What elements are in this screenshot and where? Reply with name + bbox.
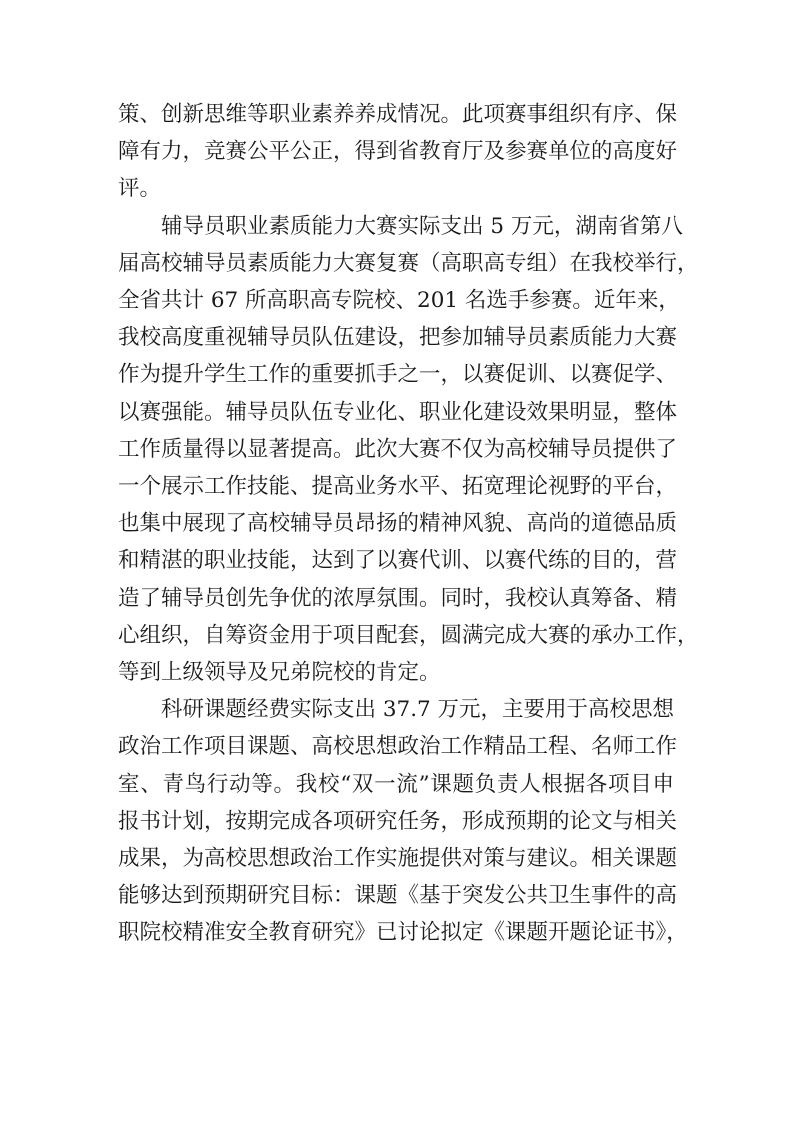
text-line: 室、青鸟行动等。我校“双一流”课题负责人根据各项目申 <box>118 771 674 797</box>
text-line: 政治工作项目课题、高校思想政治工作精品工程、名师工作 <box>118 734 678 760</box>
text-line: 作为提升学生工作的重要抓手之一，以赛促训、以赛促学、 <box>118 362 678 388</box>
text-line: 评。 <box>118 176 162 202</box>
text-line: 成果，为高校思想政治工作实施提供对策与建议。相关课题 <box>118 846 678 872</box>
text-line: 届高校辅导员素质能力大赛复赛（高职高专组）在我校举行， <box>118 250 699 276</box>
text-line: 心组织，自筹资金用于项目配套，圆满完成大赛的承办工作， <box>118 622 699 648</box>
text-line: 辅导员职业素质能力大赛实际支出 5 万元，湖南省第八 <box>161 213 683 239</box>
text-line: 策、创新思维等职业素养养成情况。此项赛事组织有序、保 <box>118 102 678 127</box>
text-line: 全省共计 67 所高职高专院校、201 名选手参赛。近年来， <box>118 288 680 314</box>
text-line: 和精湛的职业技能，达到了以赛代训、以赛代练的目的，营 <box>118 548 678 574</box>
document-body <box>118 96 699 952</box>
text-line: 以赛强能。辅导员队伍专业化、职业化建设效果明显，整体 <box>118 399 678 425</box>
text-line: 我校高度重视辅导员队伍建设，把参加辅导员素质能力大赛 <box>118 325 678 351</box>
text-line: 一个展示工作技能、提高业务水平、拓宽理论视野的平台， <box>118 474 678 500</box>
text-line: 障有力，竞赛公平公正，得到省教育厅及参赛单位的高度好 <box>118 139 678 165</box>
text-line: 报书计划，按期完成各项研究任务，形成预期的论文与相关 <box>118 808 678 834</box>
paragraph-2 <box>118 208 699 692</box>
text-line: 等到上级领导及兄弟院校的肯定。 <box>118 660 441 686</box>
text-line: 工作质量得以显著提高。此次大赛不仅为高校辅导员提供了 <box>118 436 678 462</box>
paragraph-1 <box>118 96 678 208</box>
text-line: 造了辅导员创先争优的浓厚氛围。同时，我校认真筹备、精 <box>118 585 678 611</box>
paragraph-3 <box>118 691 688 951</box>
text-line: 科研课题经费实际支出 37.7 万元，主要用于高校思想 <box>161 697 675 723</box>
text-line: 能够达到预期研究目标：课题《基于突发公共卫生事件的高 <box>118 883 678 909</box>
text-line: 也集中展现了高校辅导员昂扬的精神风貌、高尚的道德品质 <box>118 511 678 537</box>
text-line: 职院校精准安全教育研究》已讨论拟定《课题开题论证书》， <box>118 920 688 946</box>
